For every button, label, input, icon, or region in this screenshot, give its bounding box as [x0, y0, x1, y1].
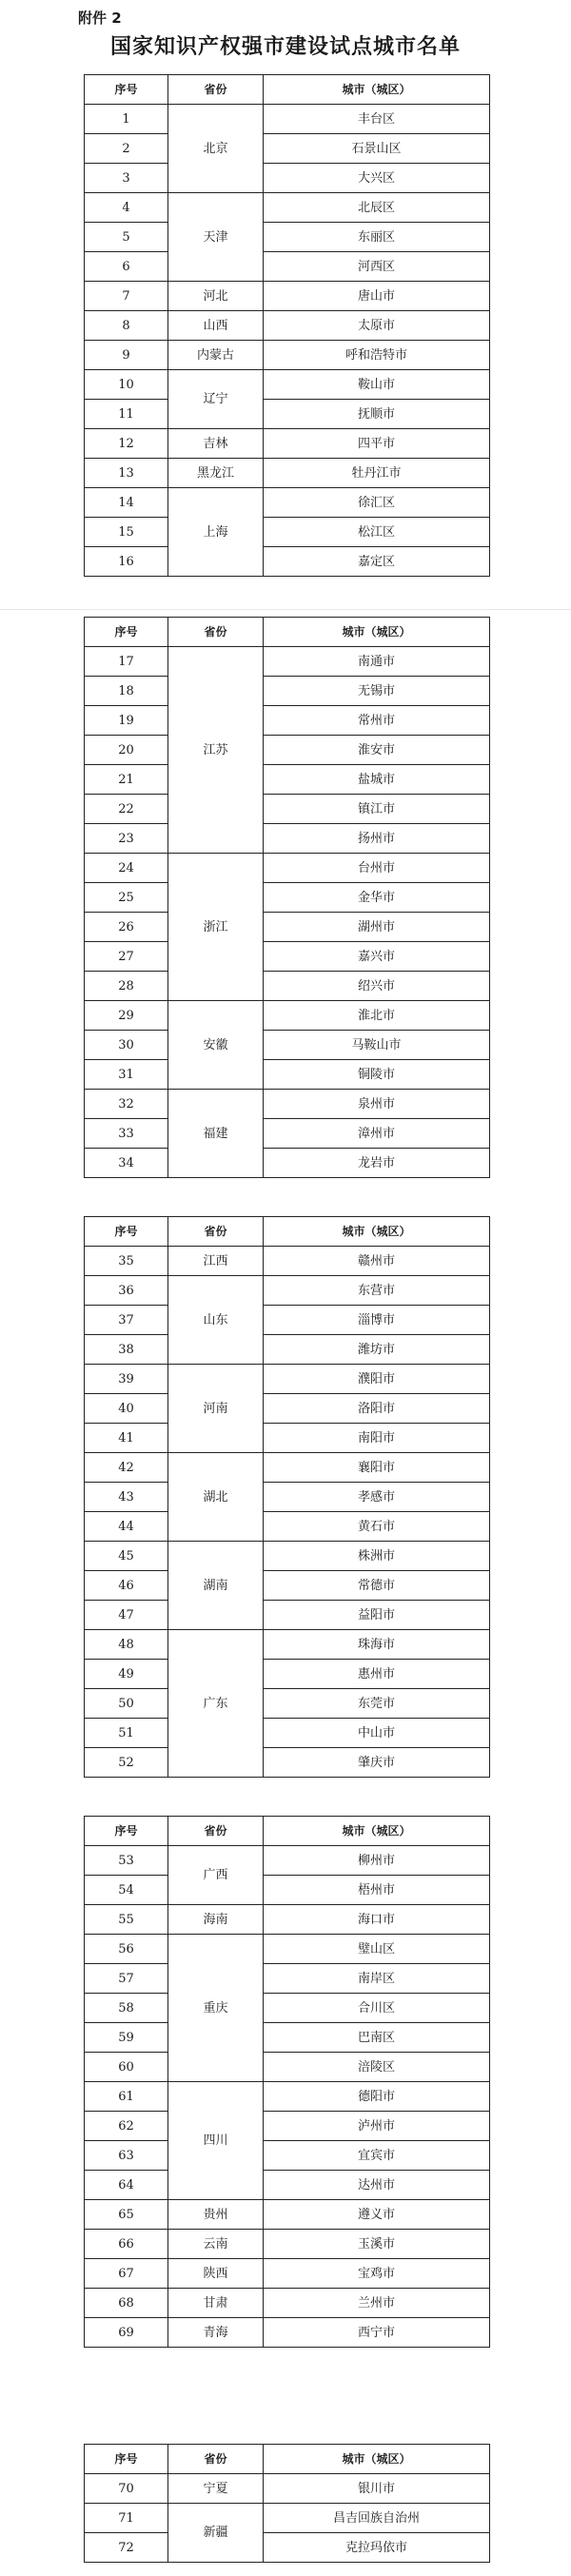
table-row [85, 2474, 490, 2504]
table-row [85, 1394, 490, 1424]
table-row [85, 795, 490, 824]
seq-cell: 1 [85, 105, 168, 134]
table-row [85, 400, 490, 429]
city-cell: 金华市 [264, 883, 490, 913]
table-row [85, 1247, 490, 1276]
city-cell: 肇庆市 [264, 1748, 490, 1778]
city-cell: 泸州市 [264, 2112, 490, 2141]
seq-cell: 29 [85, 1001, 168, 1031]
table-row [85, 1306, 490, 1335]
seq-cell: 26 [85, 913, 168, 942]
province-cell: 上海 [168, 488, 264, 577]
table-row [85, 252, 490, 282]
seq-cell: 21 [85, 765, 168, 795]
header-city: 城市（城区） [264, 1817, 490, 1846]
province-cell: 陕西 [168, 2259, 264, 2289]
seq-cell: 67 [85, 2259, 168, 2289]
city-cell: 珠海市 [264, 1630, 490, 1660]
province-cell: 云南 [168, 2230, 264, 2259]
city-cell: 兰州市 [264, 2289, 490, 2318]
table-row [85, 547, 490, 577]
city-cell: 柳州市 [264, 1846, 490, 1876]
seq-cell: 11 [85, 400, 168, 429]
province-cell: 福建 [168, 1090, 264, 1178]
table-row [85, 677, 490, 706]
city-cell: 抚顺市 [264, 400, 490, 429]
header-seq: 序号 [85, 75, 168, 105]
table-row [85, 164, 490, 193]
seq-cell: 3 [85, 164, 168, 193]
city-cell: 东营市 [264, 1276, 490, 1306]
city-cell: 大兴区 [264, 164, 490, 193]
seq-cell: 23 [85, 824, 168, 854]
table-row [85, 2171, 490, 2200]
province-cell: 湖北 [168, 1453, 264, 1542]
table-row [85, 2318, 490, 2348]
table-row [85, 370, 490, 400]
table-row [85, 1542, 490, 1571]
city-cell: 马鞍山市 [264, 1031, 490, 1060]
header-city: 城市（城区） [264, 1217, 490, 1247]
header-seq: 序号 [85, 1217, 168, 1247]
table-row [85, 341, 490, 370]
seq-cell: 36 [85, 1276, 168, 1306]
city-cell: 南阳市 [264, 1424, 490, 1453]
seq-cell: 2 [85, 134, 168, 164]
city-cell: 惠州市 [264, 1660, 490, 1689]
seq-cell: 17 [85, 647, 168, 677]
seq-cell: 64 [85, 2171, 168, 2200]
city-cell: 绍兴市 [264, 972, 490, 1001]
table-row [85, 1483, 490, 1512]
table-row [85, 1119, 490, 1149]
city-cell: 鞍山市 [264, 370, 490, 400]
province-cell: 青海 [168, 2318, 264, 2348]
seq-cell: 15 [85, 518, 168, 547]
seq-cell: 38 [85, 1335, 168, 1365]
city-cell: 东莞市 [264, 1689, 490, 1719]
seq-cell: 52 [85, 1748, 168, 1778]
table-row [85, 2289, 490, 2318]
city-cell: 昌吉回族自治州 [264, 2504, 490, 2533]
table-row [85, 1365, 490, 1394]
city-cell: 太原市 [264, 311, 490, 341]
city-cell: 益阳市 [264, 1601, 490, 1630]
seq-cell: 56 [85, 1935, 168, 1964]
table-row [85, 282, 490, 311]
seq-cell: 48 [85, 1630, 168, 1660]
table-row [85, 1276, 490, 1306]
seq-cell: 45 [85, 1542, 168, 1571]
city-cell: 漳州市 [264, 1119, 490, 1149]
seq-cell: 71 [85, 2504, 168, 2533]
table-row [85, 736, 490, 765]
table-row [85, 2023, 490, 2053]
city-cell: 铜陵市 [264, 1060, 490, 1090]
seq-cell: 66 [85, 2230, 168, 2259]
table-row [85, 459, 490, 488]
table-row [85, 1846, 490, 1876]
city-cell: 银川市 [264, 2474, 490, 2504]
city-cell: 潍坊市 [264, 1335, 490, 1365]
table-row [85, 647, 490, 677]
header-province: 省份 [168, 75, 264, 105]
table-row [85, 2504, 490, 2533]
table-row [85, 765, 490, 795]
seq-cell: 69 [85, 2318, 168, 2348]
province-cell: 浙江 [168, 854, 264, 1001]
city-cell: 徐汇区 [264, 488, 490, 518]
header-city: 城市（城区） [264, 2445, 490, 2474]
table-row [85, 824, 490, 854]
city-cell: 克拉玛依市 [264, 2533, 490, 2563]
city-cell: 台州市 [264, 854, 490, 883]
table-row [85, 2082, 490, 2112]
header-province: 省份 [168, 1217, 264, 1247]
city-table-page-2 [84, 617, 490, 1178]
province-cell: 山东 [168, 1276, 264, 1365]
province-cell: 新疆 [168, 2504, 264, 2563]
table-row [85, 706, 490, 736]
city-cell: 璧山区 [264, 1935, 490, 1964]
province-cell: 湖南 [168, 1542, 264, 1630]
table-row [85, 518, 490, 547]
header-province: 省份 [168, 2445, 264, 2474]
seq-cell: 46 [85, 1571, 168, 1601]
seq-cell: 5 [85, 223, 168, 252]
seq-cell: 47 [85, 1601, 168, 1630]
table-row [85, 1964, 490, 1994]
city-cell: 盐城市 [264, 765, 490, 795]
table-row [85, 1876, 490, 1905]
city-cell: 梧州市 [264, 1876, 490, 1905]
province-cell: 河南 [168, 1365, 264, 1453]
seq-cell: 28 [85, 972, 168, 1001]
header-seq: 序号 [85, 2445, 168, 2474]
table-row [85, 1060, 490, 1090]
seq-cell: 22 [85, 795, 168, 824]
table-row [85, 942, 490, 972]
seq-cell: 58 [85, 1994, 168, 2023]
seq-cell: 41 [85, 1424, 168, 1453]
city-cell: 淮北市 [264, 1001, 490, 1031]
seq-cell: 42 [85, 1453, 168, 1483]
table-row [85, 2053, 490, 2082]
table-row [85, 1571, 490, 1601]
seq-cell: 68 [85, 2289, 168, 2318]
seq-cell: 50 [85, 1689, 168, 1719]
table-row [85, 1424, 490, 1453]
city-cell: 北辰区 [264, 193, 490, 223]
province-cell: 山西 [168, 311, 264, 341]
header-seq: 序号 [85, 618, 168, 647]
header-province: 省份 [168, 618, 264, 647]
seq-cell: 30 [85, 1031, 168, 1060]
table-row [85, 1453, 490, 1483]
seq-cell: 8 [85, 311, 168, 341]
city-cell: 濮阳市 [264, 1365, 490, 1394]
province-cell: 四川 [168, 2082, 264, 2200]
table-header-row [85, 2445, 490, 2474]
table-row [85, 913, 490, 942]
seq-cell: 18 [85, 677, 168, 706]
province-cell: 北京 [168, 105, 264, 193]
city-cell: 松江区 [264, 518, 490, 547]
table-row [85, 1689, 490, 1719]
seq-cell: 31 [85, 1060, 168, 1090]
city-table-page-4 [84, 1816, 490, 2348]
city-table-page-1 [84, 74, 490, 577]
document-title: 国家知识产权强市建设试点城市名单 [109, 34, 461, 59]
seq-cell: 35 [85, 1247, 168, 1276]
province-cell: 甘肃 [168, 2289, 264, 2318]
seq-cell: 14 [85, 488, 168, 518]
table-row [85, 1719, 490, 1748]
table-row [85, 311, 490, 341]
city-cell: 巴南区 [264, 2023, 490, 2053]
seq-cell: 4 [85, 193, 168, 223]
city-cell: 嘉兴市 [264, 942, 490, 972]
table-row [85, 1149, 490, 1178]
province-cell: 黑龙江 [168, 459, 264, 488]
city-cell: 合川区 [264, 1994, 490, 2023]
city-cell: 中山市 [264, 1719, 490, 1748]
header-city: 城市（城区） [264, 618, 490, 647]
seq-cell: 44 [85, 1512, 168, 1542]
seq-cell: 20 [85, 736, 168, 765]
seq-cell: 27 [85, 942, 168, 972]
seq-cell: 54 [85, 1876, 168, 1905]
city-cell: 常州市 [264, 706, 490, 736]
table-row [85, 1001, 490, 1031]
city-cell: 淮安市 [264, 736, 490, 765]
seq-cell: 59 [85, 2023, 168, 2053]
seq-cell: 43 [85, 1483, 168, 1512]
city-cell: 赣州市 [264, 1247, 490, 1276]
city-cell: 黄石市 [264, 1512, 490, 1542]
seq-cell: 7 [85, 282, 168, 311]
table-row [85, 1994, 490, 2023]
attachment-label: 附件 2 [78, 10, 122, 27]
table-row [85, 2141, 490, 2171]
city-cell: 扬州市 [264, 824, 490, 854]
city-cell: 德阳市 [264, 2082, 490, 2112]
header-city: 城市（城区） [264, 75, 490, 105]
city-cell: 牡丹江市 [264, 459, 490, 488]
seq-cell: 6 [85, 252, 168, 282]
city-cell: 河西区 [264, 252, 490, 282]
city-cell: 遵义市 [264, 2200, 490, 2230]
province-cell: 海南 [168, 1905, 264, 1935]
seq-cell: 10 [85, 370, 168, 400]
city-cell: 淄博市 [264, 1306, 490, 1335]
seq-cell: 40 [85, 1394, 168, 1424]
header-seq: 序号 [85, 1817, 168, 1846]
seq-cell: 53 [85, 1846, 168, 1876]
seq-cell: 72 [85, 2533, 168, 2563]
table-row [85, 223, 490, 252]
city-cell: 孝感市 [264, 1483, 490, 1512]
city-cell: 泉州市 [264, 1090, 490, 1119]
city-cell: 襄阳市 [264, 1453, 490, 1483]
seq-cell: 37 [85, 1306, 168, 1335]
city-cell: 四平市 [264, 429, 490, 459]
city-cell: 呼和浩特市 [264, 341, 490, 370]
city-cell: 宜宾市 [264, 2141, 490, 2171]
city-table-page-3 [84, 1216, 490, 1778]
seq-cell: 19 [85, 706, 168, 736]
city-cell: 丰台区 [264, 105, 490, 134]
seq-cell: 70 [85, 2474, 168, 2504]
province-cell: 吉林 [168, 429, 264, 459]
table-row [85, 193, 490, 223]
seq-cell: 57 [85, 1964, 168, 1994]
seq-cell: 39 [85, 1365, 168, 1394]
table-row [85, 1031, 490, 1060]
province-cell: 河北 [168, 282, 264, 311]
city-cell: 达州市 [264, 2171, 490, 2200]
city-cell: 东丽区 [264, 223, 490, 252]
province-cell: 内蒙古 [168, 341, 264, 370]
table-row [85, 134, 490, 164]
table-row [85, 1090, 490, 1119]
seq-cell: 65 [85, 2200, 168, 2230]
province-cell: 辽宁 [168, 370, 264, 429]
table-row [85, 2259, 490, 2289]
seq-cell: 60 [85, 2053, 168, 2082]
city-cell: 玉溪市 [264, 2230, 490, 2259]
table-row [85, 429, 490, 459]
city-cell: 湖州市 [264, 913, 490, 942]
table-row [85, 1748, 490, 1778]
table-row [85, 1512, 490, 1542]
city-cell: 嘉定区 [264, 547, 490, 577]
province-cell: 宁夏 [168, 2474, 264, 2504]
table-row [85, 1660, 490, 1689]
table-row [85, 1630, 490, 1660]
seq-cell: 16 [85, 547, 168, 577]
province-cell: 广东 [168, 1630, 264, 1778]
table-header-row [85, 618, 490, 647]
table-header-row [85, 1217, 490, 1247]
province-cell: 天津 [168, 193, 264, 282]
seq-cell: 33 [85, 1119, 168, 1149]
seq-cell: 9 [85, 341, 168, 370]
province-cell: 贵州 [168, 2200, 264, 2230]
table-row [85, 972, 490, 1001]
province-cell: 安徽 [168, 1001, 264, 1090]
seq-cell: 32 [85, 1090, 168, 1119]
city-cell: 株洲市 [264, 1542, 490, 1571]
header-province: 省份 [168, 1817, 264, 1846]
table-row [85, 1905, 490, 1935]
seq-cell: 12 [85, 429, 168, 459]
province-cell: 江苏 [168, 647, 264, 854]
province-cell: 重庆 [168, 1935, 264, 2082]
seq-cell: 24 [85, 854, 168, 883]
table-row [85, 488, 490, 518]
province-cell: 江西 [168, 1247, 264, 1276]
table-row [85, 1935, 490, 1964]
table-row [85, 2200, 490, 2230]
seq-cell: 13 [85, 459, 168, 488]
table-row [85, 2533, 490, 2563]
city-cell: 镇江市 [264, 795, 490, 824]
city-cell: 石景山区 [264, 134, 490, 164]
table-row [85, 2112, 490, 2141]
city-cell: 龙岩市 [264, 1149, 490, 1178]
seq-cell: 55 [85, 1905, 168, 1935]
city-table-page-5 [84, 2444, 490, 2563]
table-row [85, 883, 490, 913]
seq-cell: 51 [85, 1719, 168, 1748]
page-break-divider [0, 609, 571, 610]
city-cell: 无锡市 [264, 677, 490, 706]
city-cell: 海口市 [264, 1905, 490, 1935]
city-cell: 唐山市 [264, 282, 490, 311]
table-row [85, 1335, 490, 1365]
seq-cell: 63 [85, 2141, 168, 2171]
table-row [85, 854, 490, 883]
city-cell: 南通市 [264, 647, 490, 677]
seq-cell: 61 [85, 2082, 168, 2112]
table-row [85, 1601, 490, 1630]
table-header-row [85, 75, 490, 105]
city-cell: 涪陵区 [264, 2053, 490, 2082]
province-cell: 广西 [168, 1846, 264, 1905]
city-cell: 常德市 [264, 1571, 490, 1601]
seq-cell: 62 [85, 2112, 168, 2141]
table-header-row [85, 1817, 490, 1846]
city-cell: 洛阳市 [264, 1394, 490, 1424]
city-cell: 西宁市 [264, 2318, 490, 2348]
city-cell: 南岸区 [264, 1964, 490, 1994]
city-cell: 宝鸡市 [264, 2259, 490, 2289]
seq-cell: 34 [85, 1149, 168, 1178]
table-row [85, 105, 490, 134]
seq-cell: 25 [85, 883, 168, 913]
seq-cell: 49 [85, 1660, 168, 1689]
table-row [85, 2230, 490, 2259]
